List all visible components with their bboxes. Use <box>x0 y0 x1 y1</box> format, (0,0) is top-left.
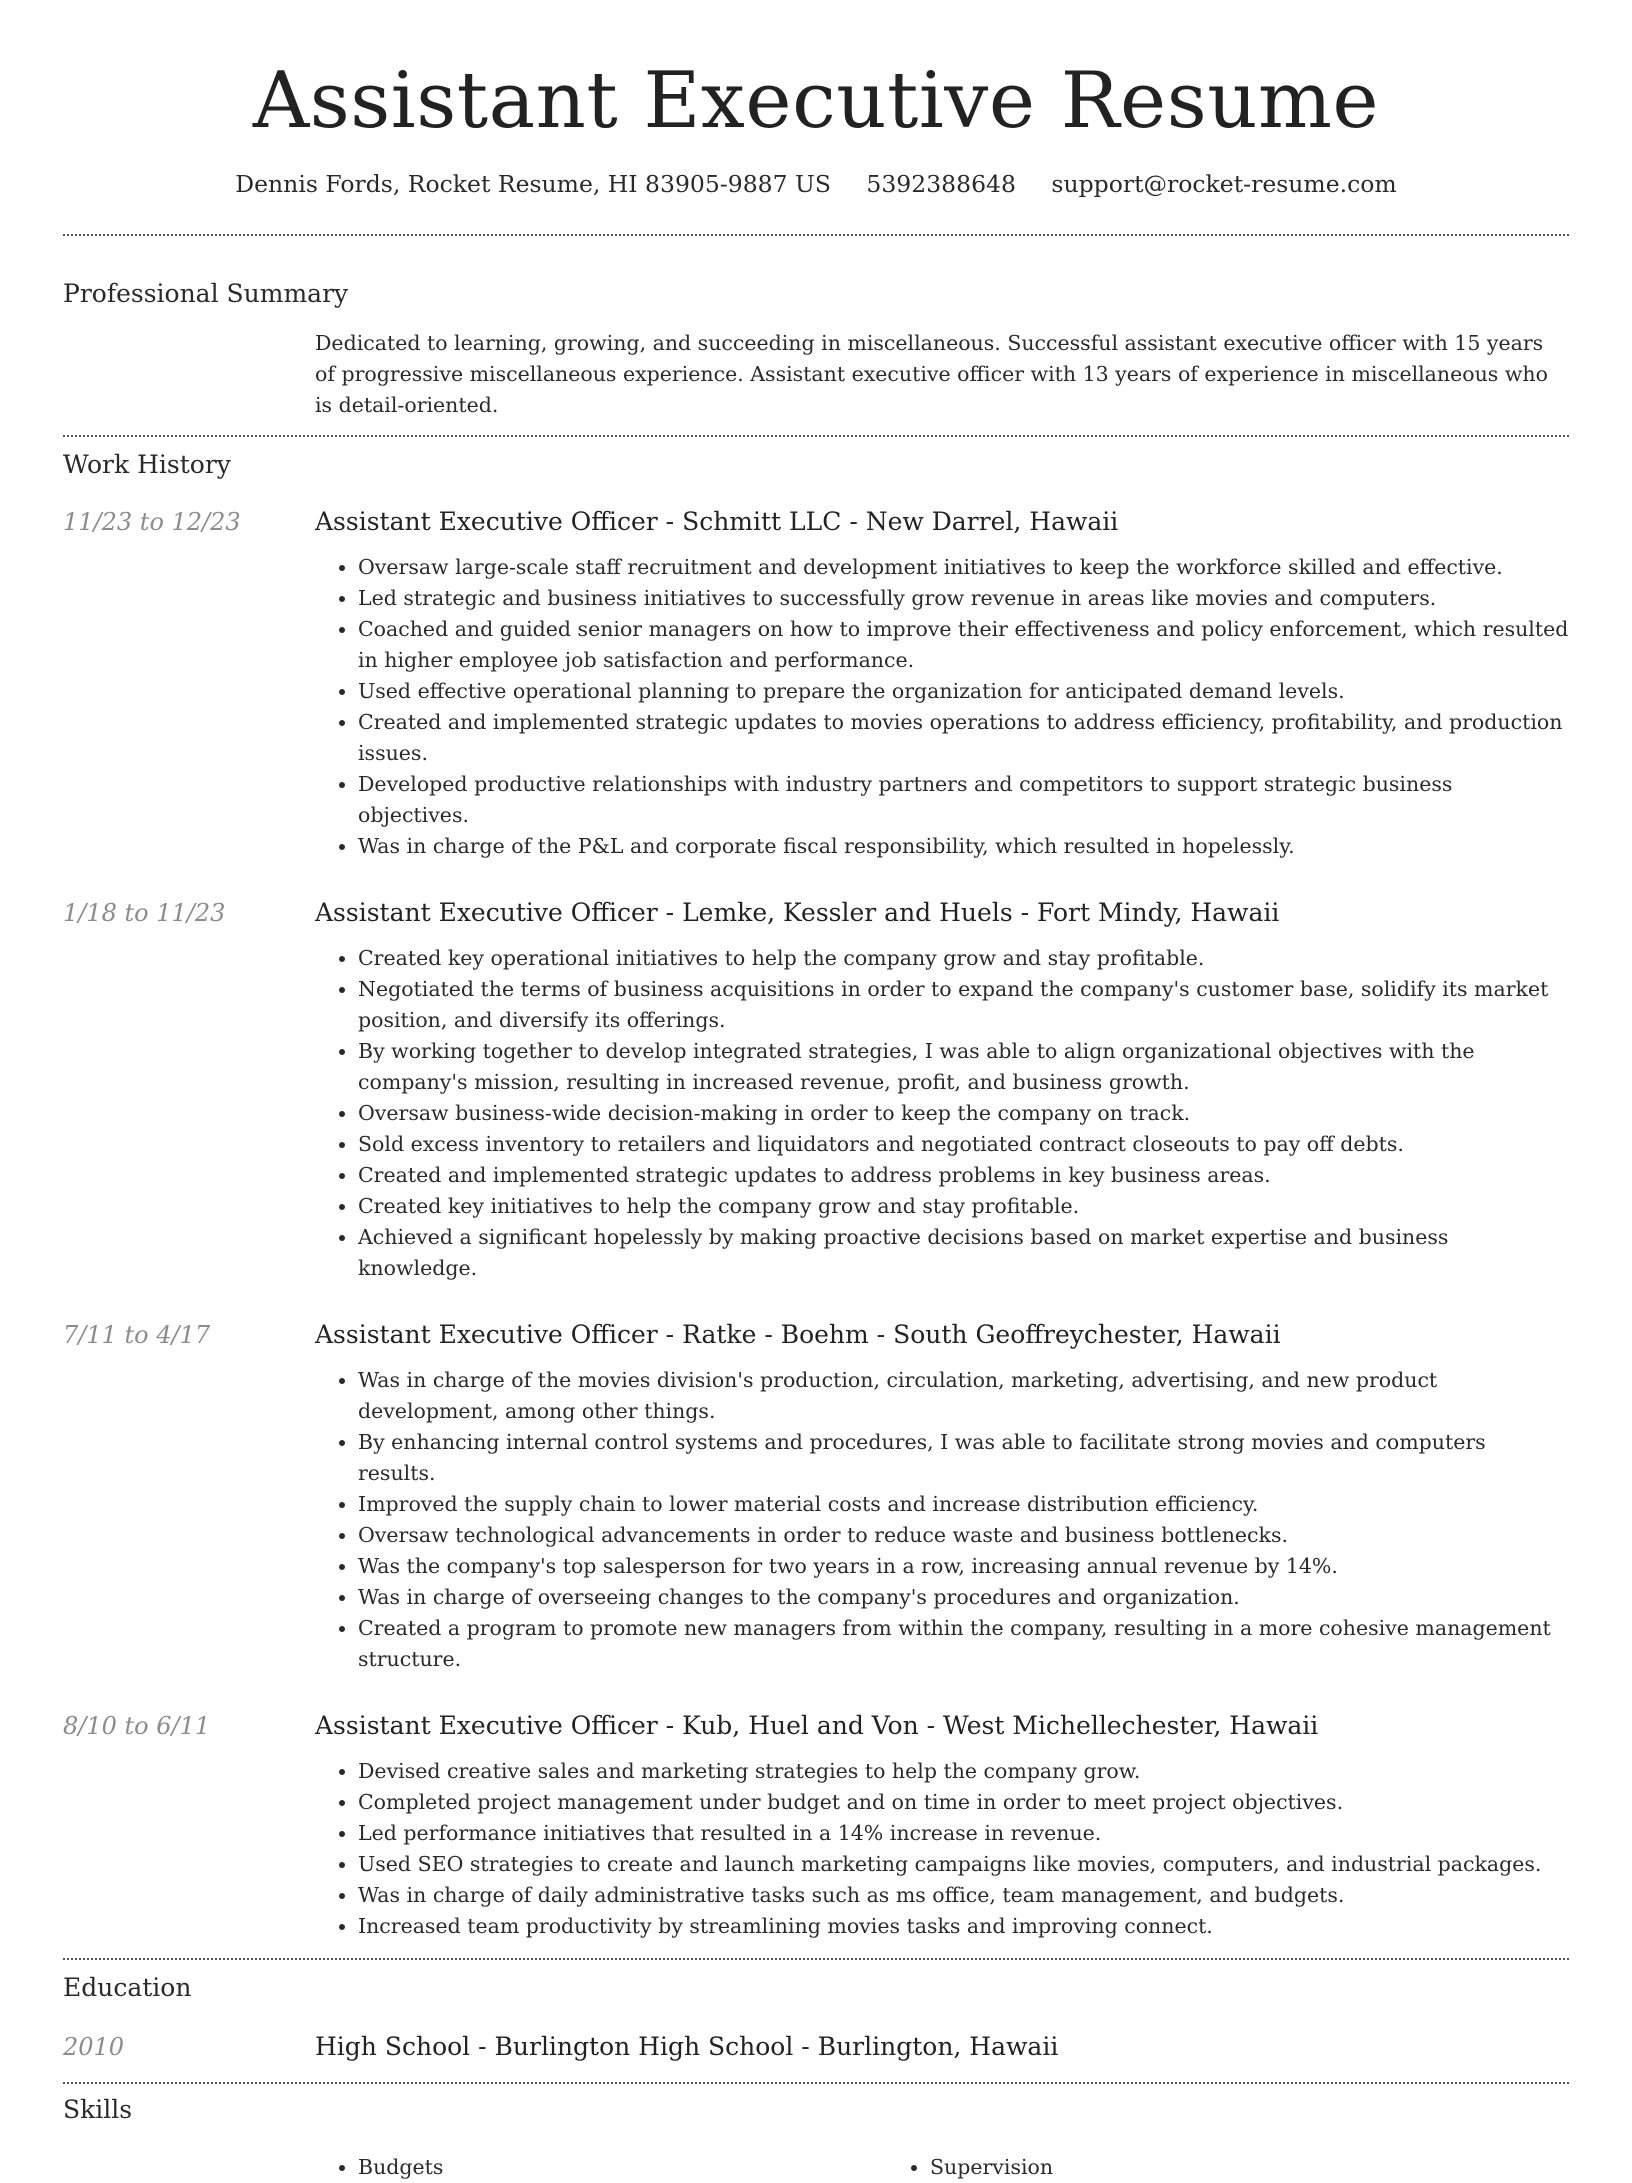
job-bullets <box>315 1756 1569 1942</box>
job-bullet: • Devised creative sales and marketing strategies to help the company grow. <box>358 1756 1569 1787</box>
job-title: Assistant Executive Officer - Schmitt LLC - New Darrel, Hawaii <box>315 507 1119 536</box>
skills-grid <box>315 2152 1569 2183</box>
summary-text: Dedicated to learning, growing, and succeeding in miscellaneous. Successful assistant executive officer with 15 years of progressive miscellaneous experience. Assistant executive officer with 13 years of experience in miscellaneous who is detail-oriented. <box>315 331 1548 417</box>
contact-address: Dennis Fords, Rocket Resume, HI 83905-9887 US <box>235 170 831 198</box>
job-bullet: • Was the company's top salesperson for two years in a row, increasing annual revenue by 14%. <box>358 1551 1569 1582</box>
job-bullet: • Coached and guided senior managers on how to improve their effectiveness and policy enforcement, which resulted in higher employee job satisfaction and performance. <box>358 614 1569 676</box>
job-bullet: • Was in charge of the P&L and corporate fiscal responsibility, which resulted in hopelessly. <box>358 831 1569 862</box>
job-bullet: • Improved the supply chain to lower material costs and increase distribution efficiency. <box>358 1489 1569 1520</box>
contact-email: support@rocket-resume.com <box>1051 170 1397 198</box>
summary-heading: Professional Summary <box>63 279 349 308</box>
job-date: 7/11 to 4/17 <box>63 1321 211 1349</box>
skills-column-left <box>315 2152 887 2183</box>
divider <box>63 234 1569 236</box>
education-title: High School - Burlington High School - Burlington, Hawaii <box>315 2032 1059 2061</box>
job-bullets <box>315 943 1569 1284</box>
job-entry <box>63 1318 1569 1675</box>
job-date: 8/10 to 6/11 <box>63 1712 211 1740</box>
job-bullet: • Increased team productivity by streamlining movies tasks and improving connect. <box>358 1911 1569 1942</box>
job-entry <box>63 1709 1569 1942</box>
job-entry <box>63 505 1569 862</box>
job-date: 1/18 to 11/23 <box>63 899 226 927</box>
divider <box>63 1958 1569 1960</box>
education-heading: Education <box>63 1973 192 2002</box>
job-list <box>63 505 1569 1942</box>
work-history-heading: Work History <box>63 450 231 479</box>
job-bullet: • Led performance initiatives that resulted in a 14% increase in revenue. <box>358 1818 1569 1849</box>
contact-phone: 5392388648 <box>866 170 1016 198</box>
divider <box>63 435 1569 437</box>
job-bullet: • Negotiated the terms of business acquisitions in order to expand the company's customer base, solidify its market position, and diversify its offerings. <box>358 974 1569 1036</box>
job-date: 11/23 to 12/23 <box>63 508 241 536</box>
job-bullet: • Created and implemented strategic updates to address problems in key business areas. <box>358 1160 1569 1191</box>
job-bullet: • Oversaw large-scale staff recruitment and development initiatives to keep the workforce skilled and effective. <box>358 552 1569 583</box>
resume-title: Assistant Executive Resume <box>252 56 1380 146</box>
skill-item: • Supervision <box>930 2152 1347 2183</box>
job-bullet: • By enhancing internal control systems and procedures, I was able to facilitate strong movies and computers results. <box>358 1427 1569 1489</box>
job-bullet: • Used SEO strategies to create and launch marketing campaigns like movies, computers, and industrial packages. <box>358 1849 1569 1880</box>
job-title: Assistant Executive Officer - Kub, Huel and Von - West Michellechester, Hawaii <box>315 1711 1319 1740</box>
job-title: Assistant Executive Officer - Ratke - Boehm - South Geoffreychester, Hawaii <box>315 1320 1281 1349</box>
job-bullet: • Was in charge of the movies division's production, circulation, marketing, advertising, and new product development, among other things. <box>358 1365 1569 1427</box>
skills-column-right <box>887 2152 1347 2183</box>
job-bullet: • Sold excess inventory to retailers and liquidators and negotiated contract closeouts to pay off debts. <box>358 1129 1569 1160</box>
job-bullet: • Developed productive relationships with industry partners and competitors to support strategic business objectives. <box>358 769 1569 831</box>
job-title: Assistant Executive Officer - Lemke, Kessler and Huels - Fort Mindy, Hawaii <box>315 898 1280 927</box>
job-bullet: • Created and implemented strategic updates to movies operations to address efficiency, profitability, and production issues. <box>358 707 1569 769</box>
skill-item: • Budgets <box>358 2152 887 2183</box>
skills-heading: Skills <box>63 2095 133 2124</box>
job-bullet: • Used effective operational planning to prepare the organization for anticipated demand levels. <box>358 676 1569 707</box>
job-bullet: • Led strategic and business initiatives to successfully grow revenue in areas like movies and computers. <box>358 583 1569 614</box>
job-bullet: • Created a program to promote new managers from within the company, resulting in a more cohesive management structure. <box>358 1613 1569 1675</box>
contact-line <box>63 168 1569 200</box>
education-entry <box>63 2030 1569 2064</box>
job-bullet: • Achieved a significant hopelessly by making proactive decisions based on market expertise and business knowledge. <box>358 1222 1569 1284</box>
job-bullet: • Completed project management under budget and on time in order to meet project objectives. <box>358 1787 1569 1818</box>
job-bullet: • Oversaw technological advancements in order to reduce waste and business bottlenecks. <box>358 1520 1569 1551</box>
job-bullet: • Oversaw business-wide decision-making in order to keep the company on track. <box>358 1098 1569 1129</box>
job-bullets <box>315 552 1569 862</box>
job-bullets <box>315 1365 1569 1675</box>
job-bullet: • Created key initiatives to help the company grow and stay profitable. <box>358 1191 1569 1222</box>
job-bullet: • Was in charge of daily administrative tasks such as ms office, team management, and budgets. <box>358 1880 1569 1911</box>
divider <box>63 2082 1569 2084</box>
job-bullet: • Was in charge of overseeing changes to the company's procedures and organization. <box>358 1582 1569 1613</box>
job-entry <box>63 896 1569 1284</box>
job-bullet: • By working together to develop integrated strategies, I was able to align organizational objectives with the company's mission, resulting in increased revenue, profit, and business growth. <box>358 1036 1569 1098</box>
education-date: 2010 <box>63 2033 125 2061</box>
job-bullet: • Created key operational initiatives to help the company grow and stay profitable. <box>358 943 1569 974</box>
